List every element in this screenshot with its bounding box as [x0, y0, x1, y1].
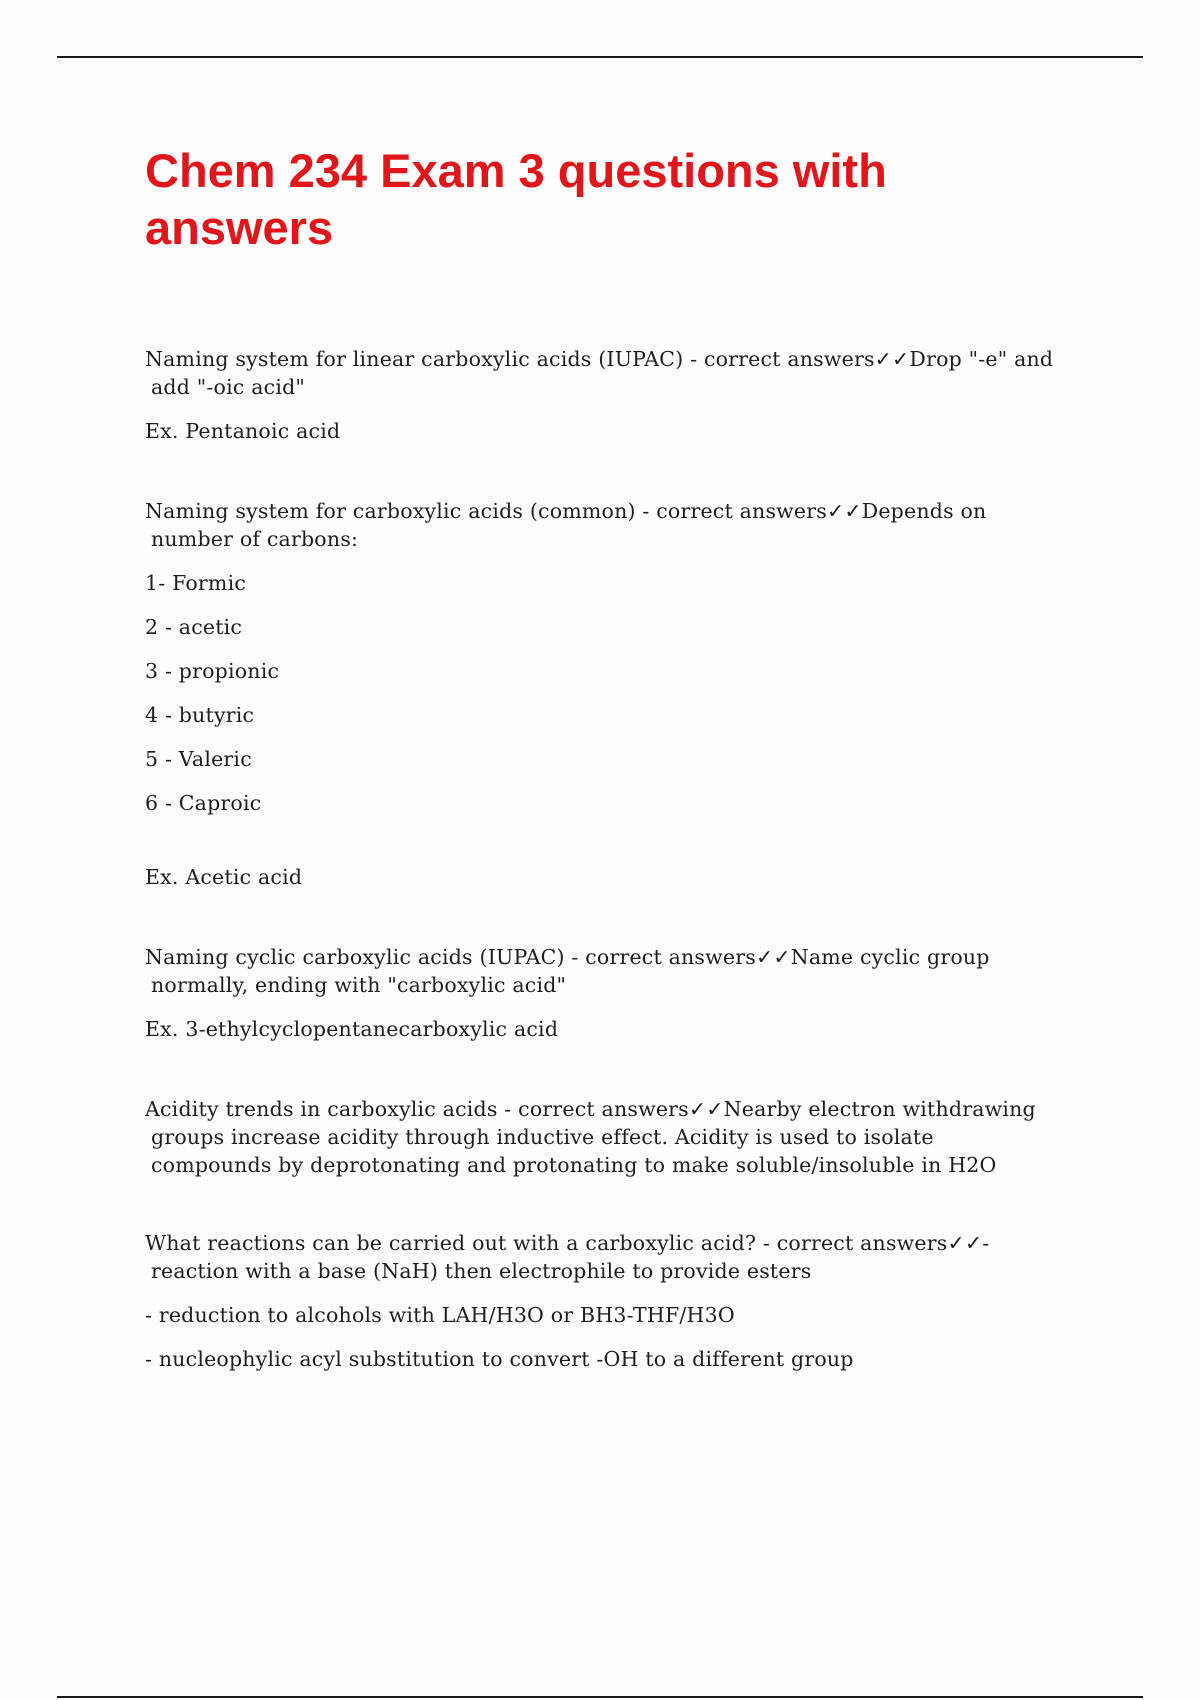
header-rule — [57, 56, 1143, 58]
question-text: Naming system for linear carboxylic acids (IUPAC) - correct answers✓✓Drop "-e" and — [145, 347, 1054, 371]
list-item: 2 - acetic — [145, 615, 243, 639]
example-line: Ex. Acetic acid — [145, 865, 303, 889]
list-item: - reduction to alcohols with LAH/H3O or BH3-THF/H3O — [145, 1303, 735, 1327]
list-item: - nucleophylic acyl substitution to convert -OH to a different group — [145, 1347, 854, 1371]
answer-text: reaction with a base (NaH) then electrophile to provide esters — [151, 1259, 812, 1283]
example-line: Ex. Pentanoic acid — [145, 419, 341, 443]
answer-text: groups increase acidity through inductive effect. Acidity is used to isolate — [151, 1125, 934, 1149]
answer-text: add "-oic acid" — [151, 375, 306, 399]
qa-item — [145, 943, 1095, 1043]
question-text: Acidity trends in carboxylic acids - correct answers✓✓Nearby electron withdrawing — [145, 1097, 1036, 1121]
question-text: Naming cyclic carboxylic acids (IUPAC) - correct answers✓✓Name cyclic group — [145, 945, 990, 969]
document-content — [145, 345, 1095, 1373]
list-item: 3 - propionic — [145, 659, 280, 683]
list-item: 5 - Valeric — [145, 747, 252, 771]
qa-item — [145, 1095, 1095, 1179]
footer-rule — [57, 1696, 1143, 1698]
list-item: 6 - Caproic — [145, 791, 262, 815]
qa-item — [145, 345, 1095, 445]
list-item: 4 - butyric — [145, 703, 255, 727]
answer-text: number of carbons: — [151, 527, 359, 551]
question-text: Naming system for carboxylic acids (common) - correct answers✓✓Depends on — [145, 499, 987, 523]
list-item: 1- Formic — [145, 571, 247, 595]
qa-item — [145, 497, 1095, 891]
answer-text: normally, ending with "carboxylic acid" — [151, 973, 567, 997]
example-line: Ex. 3-ethylcyclopentanecarboxylic acid — [145, 1017, 559, 1041]
qa-item — [145, 1229, 1095, 1373]
answer-text: compounds by deprotonating and protonating to make soluble/insoluble in H2O — [151, 1153, 997, 1177]
document-title: Chem 234 Exam 3 questions with answers — [145, 144, 887, 254]
question-text: What reactions can be carried out with a carboxylic acid? - correct answers✓✓- — [145, 1231, 990, 1255]
